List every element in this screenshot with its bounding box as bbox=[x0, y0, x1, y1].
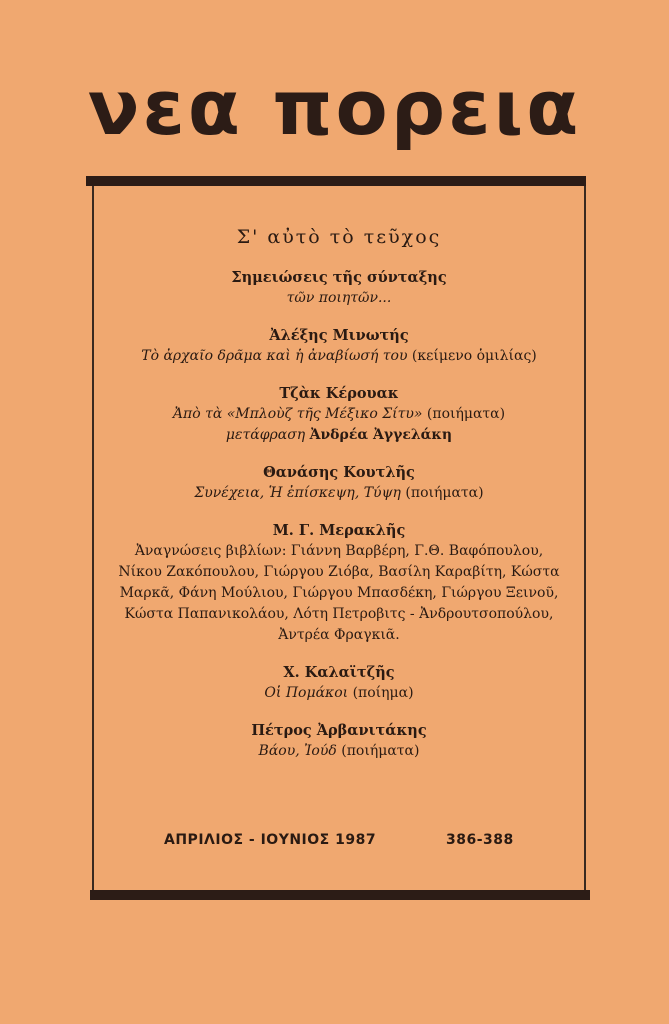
contents-entry bbox=[96, 663, 582, 704]
contents-entry bbox=[96, 384, 582, 446]
entry-text-segment: Οἱ Πομάκοι bbox=[264, 685, 349, 701]
contents-entry bbox=[96, 326, 582, 367]
entry-author: Πέτρος Ἀρβανιτάκης bbox=[251, 722, 427, 739]
contents-entry bbox=[96, 268, 582, 309]
issue-number: 386-388 bbox=[446, 832, 514, 848]
entry-text-segment: Τὸ ἀρχαῖο δρᾶμα καὶ ἡ ἀναβίωσή του bbox=[141, 348, 408, 364]
entry-description-line bbox=[96, 604, 582, 625]
entry-text-segment: Ἀντρέα Φραγκιᾶ. bbox=[278, 627, 400, 643]
contents-entry bbox=[96, 721, 582, 762]
contents-entry bbox=[96, 463, 582, 504]
entry-description-line bbox=[96, 483, 582, 504]
entry-text-segment: Ἀναγνώσεις βιβλίων: Γιάννη Βαρβέρη, Γ.Θ. Βαφόπουλου, bbox=[134, 543, 544, 559]
entry-description-line bbox=[96, 741, 582, 762]
entry-description-line bbox=[96, 346, 582, 367]
entry-author: Θανάσης Κουτλῆς bbox=[263, 464, 415, 481]
entry-text-segment: Ἀπὸ τὰ «Μπλοὺζ τῆς Μέξικο Σίτυ» bbox=[172, 406, 423, 422]
entry-text-segment: (ποίημα) bbox=[348, 685, 414, 701]
frame-left-border bbox=[92, 186, 94, 890]
entry-text-segment: Συνέχεια, Ἡ ἐπίσκεψη, Τύψη bbox=[194, 485, 401, 501]
entry-description-line bbox=[96, 425, 582, 446]
entry-text-segment: (ποιήματα) bbox=[336, 743, 420, 759]
contents-entry bbox=[96, 521, 582, 646]
entry-description-line bbox=[96, 625, 582, 646]
entry-description-line bbox=[96, 683, 582, 704]
entry-text-segment: Κώστα Παπανικολάου, Λότη Πετροβιτς - Ἀνδρουτσοπούλου, bbox=[124, 606, 554, 622]
entry-author: Χ. Καλαϊτζῆς bbox=[283, 664, 395, 681]
entry-author: Ἀλέξης Μινωτής bbox=[269, 327, 409, 344]
entry-description-line bbox=[96, 288, 582, 309]
frame-right-border bbox=[584, 186, 586, 890]
entry-text-segment: Ἀνδρέα Ἀγγελάκη bbox=[309, 427, 453, 443]
entry-text-segment: (κείμενο ὁμιλίας) bbox=[407, 348, 537, 364]
top-rule bbox=[86, 176, 586, 186]
entry-description-line bbox=[96, 404, 582, 425]
issue-date: ΑΠΡΙΛΙΟΣ - ΙΟΥΝΙΟΣ 1987 bbox=[164, 832, 377, 848]
contents-list bbox=[96, 268, 582, 779]
entry-text-segment: Βάου, Ἰούδ bbox=[258, 743, 337, 759]
bottom-rule bbox=[90, 890, 590, 900]
entry-author: Σημειώσεις τῆς σύνταξης bbox=[231, 269, 447, 286]
entry-text-segment: μετάφραση bbox=[225, 427, 310, 443]
entry-text-segment: (ποιήματα) bbox=[400, 485, 484, 501]
entry-description-line bbox=[96, 562, 582, 583]
masthead-title: νεα πορεια bbox=[87, 63, 582, 152]
entry-description-line bbox=[96, 541, 582, 562]
entry-author: Μ. Γ. Μερακλῆς bbox=[272, 522, 406, 539]
entry-text-segment: (ποιήματα) bbox=[422, 406, 506, 422]
entry-text-segment: Μαρκᾶ, Φάνη Μούλιου, Γιώργου Μπασδέκη, Γιώργου Ξεινοῦ, bbox=[119, 585, 559, 601]
entry-author: Τζὰκ Κέρουακ bbox=[279, 385, 399, 402]
entry-text-segment: τῶν ποιητῶν... bbox=[286, 290, 392, 306]
entry-text-segment: Νίκου Ζακόπουλου, Γιώργου Ζιόβα, Βασίλη Καραβίτη, Κώστα bbox=[118, 564, 560, 580]
contents-heading: Σ' αὐτὸ τὸ τεῦχος bbox=[236, 226, 442, 248]
entry-description-line bbox=[96, 583, 582, 604]
